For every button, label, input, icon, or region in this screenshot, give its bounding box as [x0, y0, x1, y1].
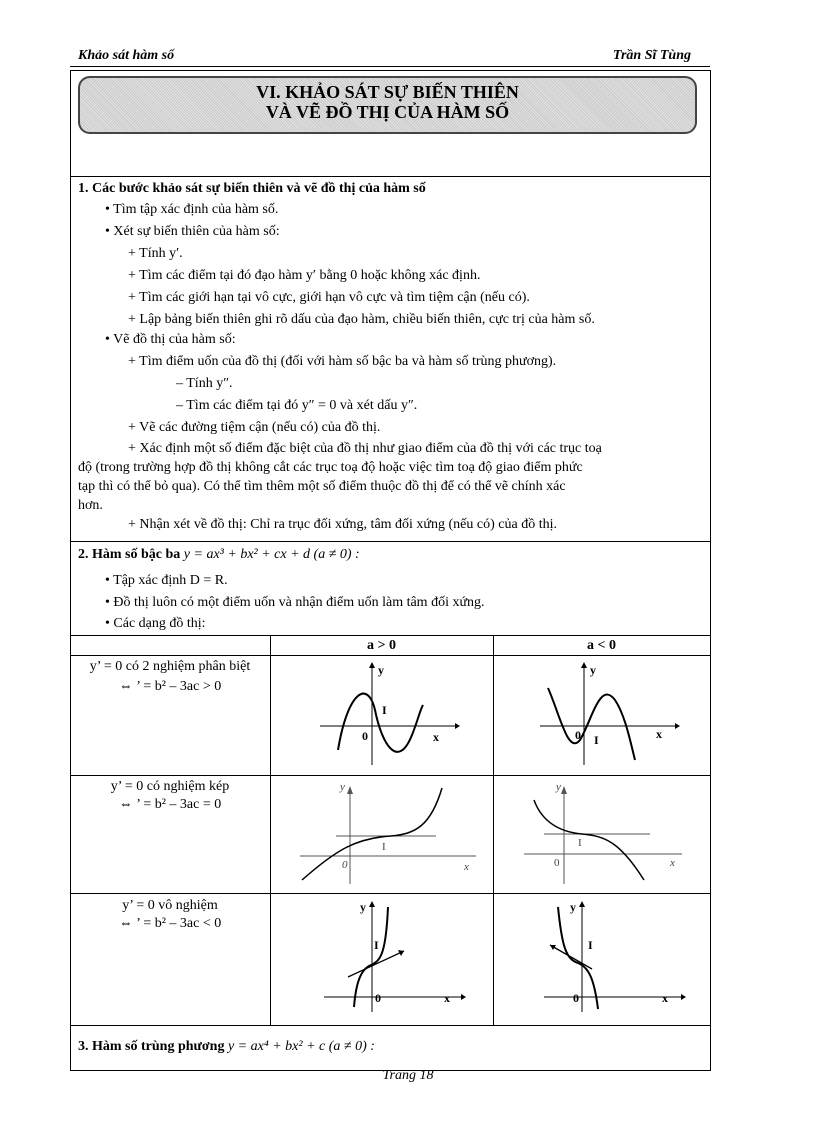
s3-formula: y = ax⁴ + bx² + c (a ≠ 0) : [227, 1039, 375, 1054]
table-top-rule [70, 635, 711, 636]
s1-line: + Nhận xét về đồ thị: Chỉ ra trục đối xứng, tâm đối xứng (nếu có) của đồ thị. [128, 517, 557, 532]
row-3-delta: ⇔ ’ = b² – 3ac < 0 [118, 916, 222, 931]
graph-double-root-a-negative [520, 780, 688, 888]
s1-line: + Tìm các giới hạn tại vô cực, giới hạn vô cực và tìm tiệm cận (nếu có). [128, 290, 530, 305]
row-1-condition: y’ = 0 có 2 nghiệm phân biệt [89, 659, 251, 674]
origin-label: 0 [554, 857, 560, 869]
y-axis-label: y [360, 900, 366, 914]
origin-label: 0 [342, 859, 348, 871]
origin-label: 0 [362, 729, 368, 743]
s1-line: – Tính y″. [176, 376, 233, 391]
section-1-heading: 1. Các bước khảo sát sự biến thiên và vẽ đồ thị của hàm số [78, 181, 426, 196]
page-number: Trang 18 [382, 1068, 434, 1083]
section-divider [70, 176, 711, 177]
col-header-a-negative: a < 0 [587, 638, 616, 653]
table-col-divider [270, 635, 271, 1025]
x-axis-label: x [656, 727, 662, 741]
s1-line: – Tìm các điểm tại đó y″ = 0 và xét dấu y″. [176, 398, 418, 413]
header-right: Trần Sĩ Tùng [612, 48, 691, 63]
row-1-delta: ⇔ ’ = b² – 3ac > 0 [118, 679, 222, 694]
header-rule [70, 66, 710, 67]
y-axis-label: y [570, 900, 576, 914]
s1-line: • Tìm tập xác định của hàm số. [105, 202, 279, 217]
inflection-label: I [594, 733, 599, 747]
section-divider [70, 541, 711, 542]
x-axis-label: x [464, 861, 469, 873]
s1-line: + Lập bảng biến thiên ghi rõ dấu của đạo hàm, chiều biến thiên, cực trị của hàm số. [128, 312, 595, 327]
inflection-label: I [374, 938, 379, 952]
origin-label: 0 [575, 728, 581, 742]
table-col-divider [493, 635, 494, 1025]
x-axis-label: x [433, 730, 439, 744]
inflection-label: I [588, 938, 593, 952]
table-row-rule [70, 775, 711, 776]
inflection-label: I [382, 841, 386, 853]
s2-line: • Đồ thị luôn có một điểm uốn và nhận điểm uốn làm tâm đối xứng. [105, 595, 485, 610]
row-2-delta: ⇔ ’ = b² – 3ac = 0 [118, 797, 222, 812]
section-3-heading [78, 1038, 375, 1056]
s2-formula: y = ax³ + bx² + cx + d (a ≠ 0) : [183, 547, 360, 562]
s3-heading-text: 3. Hàm số trùng phương [78, 1039, 225, 1054]
graph-two-roots-a-positive [300, 660, 460, 772]
table-header-rule [70, 655, 711, 656]
origin-label: 0 [573, 991, 579, 1005]
s2-line: • Các dạng đồ thị: [105, 616, 206, 631]
s1-line: + Vẽ các đường tiệm cận (nếu có) của đồ thị. [128, 420, 381, 435]
s1-line: tạp thì có thể bỏ qua). Có thể tìm thêm một số điểm thuộc đồ thị để có thể vẽ chính xác [78, 479, 566, 494]
row-2-condition: y’ = 0 có nghiệm kép [110, 779, 230, 794]
graph-no-root-a-negative [536, 897, 686, 1015]
s1-line: • Xét sự biến thiên của hàm số: [105, 224, 280, 239]
s1-line: + Tìm các điểm tại đó đạo hàm y′ bằng 0 hoặc không xác định. [128, 268, 481, 283]
x-axis-label: x [670, 857, 675, 869]
s2-heading-text: 2. Hàm số bậc ba [78, 547, 181, 562]
inflection-label: I [578, 837, 582, 849]
inflection-label: I [382, 703, 387, 717]
s1-line: + Tính y′. [128, 246, 183, 261]
header-left: Khảo sát hàm số [78, 48, 175, 63]
graph-double-root-a-positive [296, 780, 482, 888]
s1-line: • Vẽ đồ thị của hàm số: [105, 332, 236, 347]
s1-line: hơn. [78, 498, 103, 513]
s1-line: + Tìm điểm uốn của đồ thị (đối với hàm số bậc ba và hàm số trùng phương). [128, 354, 557, 369]
y-axis-label: y [590, 663, 596, 677]
graph-two-roots-a-negative [520, 660, 680, 772]
s1-line: + Xác định một số điểm đặc biệt của đồ thị như giao điểm của đồ thị với các trục toạ [128, 441, 602, 456]
col-header-a-positive: a > 0 [367, 638, 396, 653]
s1-line: độ (trong trường hợp đồ thị không cắt các trục toạ độ hoặc việc tìm toạ độ giao điểm phức [78, 460, 583, 475]
y-axis-label: y [378, 663, 384, 677]
row-3-condition: y’ = 0 vô nghiệm [122, 898, 218, 913]
x-axis-label: x [662, 991, 668, 1005]
title-line-1: VI. KHẢO SÁT SỰ BIẾN THIÊN [256, 82, 519, 102]
section-2-heading [78, 546, 360, 564]
y-axis-label: y [556, 781, 561, 793]
y-axis-label: y [340, 781, 345, 793]
origin-label: 0 [375, 991, 381, 1005]
table-row-rule [70, 893, 711, 894]
x-axis-label: x [444, 991, 450, 1005]
table-bottom-rule [70, 1025, 711, 1026]
graph-no-root-a-positive [316, 897, 466, 1015]
s2-line: • Tập xác định D = R. [105, 573, 228, 588]
title-line-2: VÀ VẼ ĐỒ THỊ CỦA HÀM SỐ [265, 102, 510, 122]
